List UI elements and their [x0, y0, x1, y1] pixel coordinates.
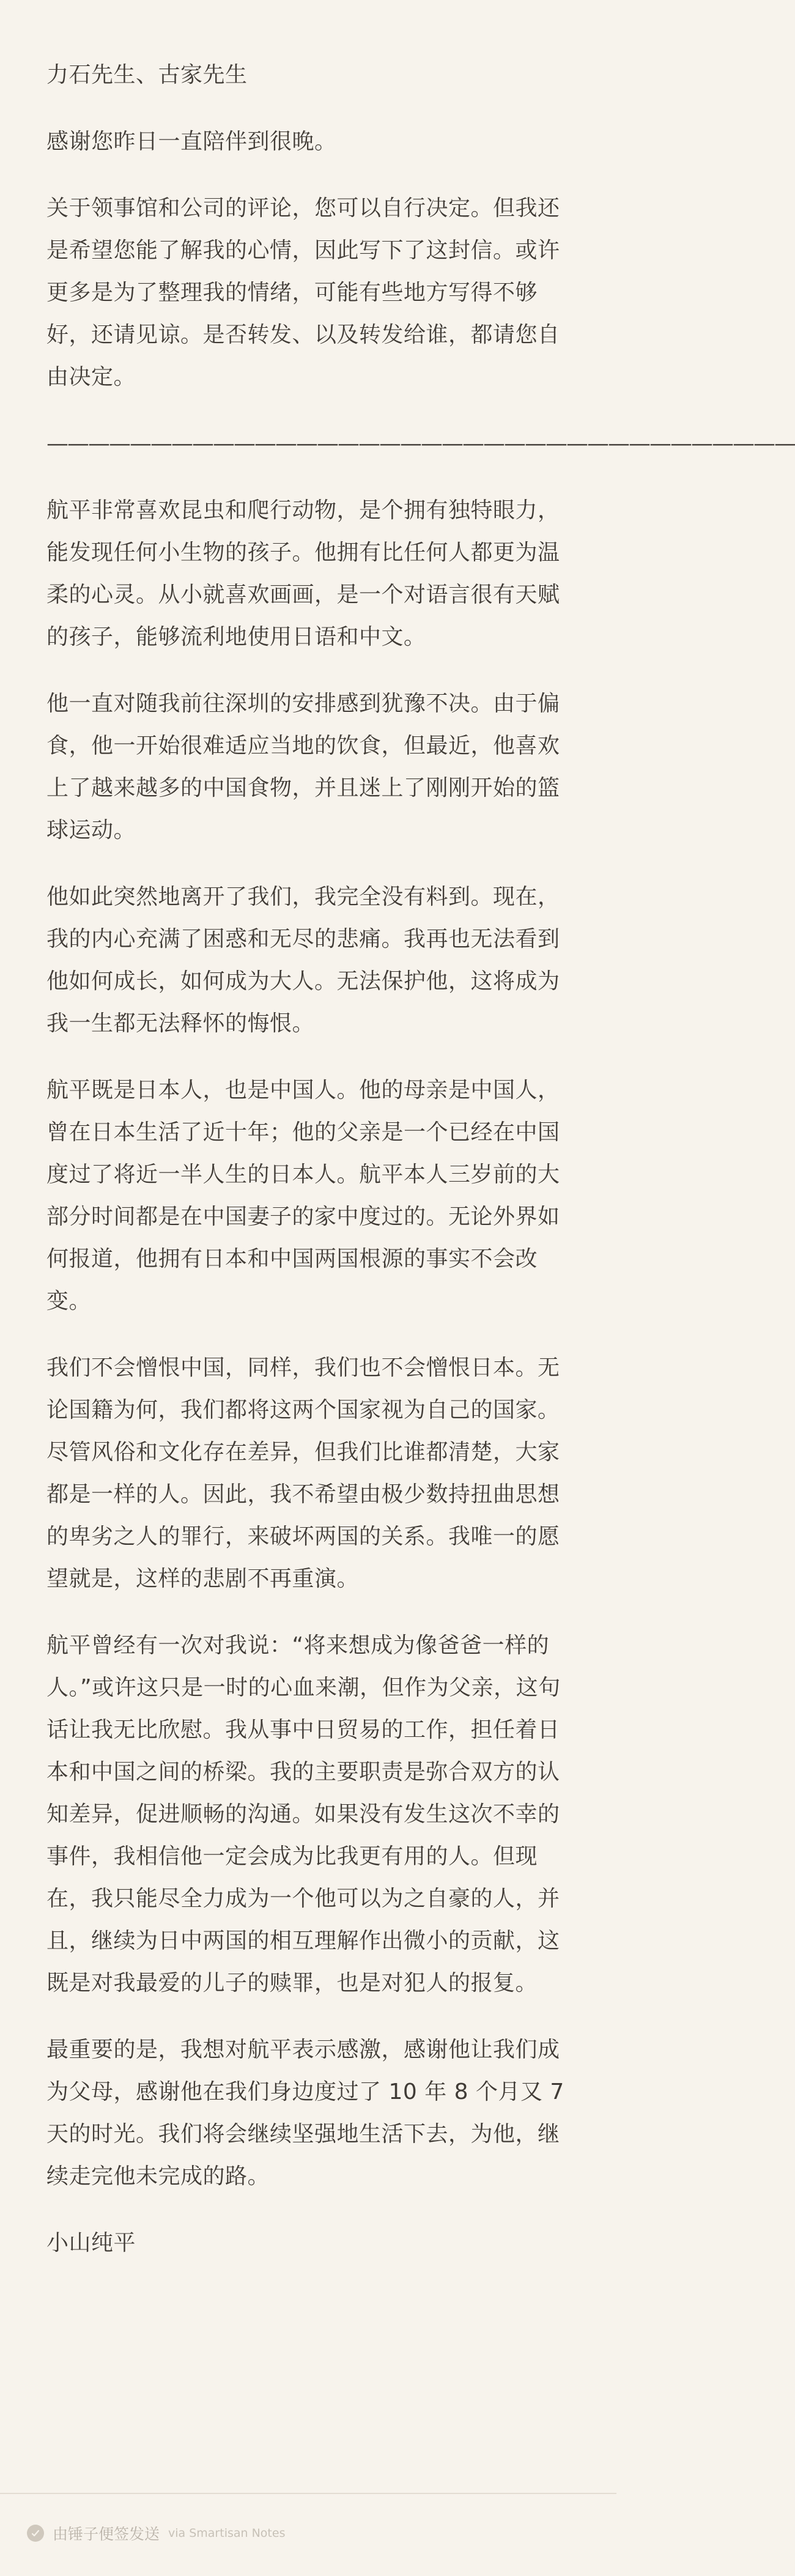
paragraph-father: 航平曾经有一次对我说：“将来想成为像爸爸一样的人。”或许这只是一时的心血来潮，但作为父亲，这句话让我无比欣慰。我从事中日贸易的工作，担任着日本和中国之间的桥梁。我的主要职责是弥合双方的认知差异，促进顺畅的沟通。如果没有发生这次不幸的事件，我相信他一定会成为比我更有用的人。但现在，我只能尽全力成为一个他可以为之自豪的人，并且，继续为日中两国的相互理解作出微小的贡献，这既是对我最爱的儿子的赎罪，也是对犯人的报复。	[46, 1633, 561, 1996]
paragraph-identity: 航平既是日本人，也是中国人。他的母亲是中国人，曾在日本生活了近十年；他的父亲是一个已经在中国度过了将近一半人生的日本人。航平本人三岁前的大部分时间都是在中国妻子的家中度过的。无论外界如何报道，他拥有日本和中国两国根源的事实不会改变。	[46, 1078, 560, 1314]
paragraph-shenzhen: 他一直对随我前往深圳的安排感到犹豫不决。由于偏食，他一开始很难适应当地的饮食，但最近，他喜欢上了越来越多的中国食物，并且迷上了刚刚开始的篮球运动。	[46, 691, 560, 843]
letter-body	[46, 54, 795, 2289]
separator-line: ————————————————————————————————————	[46, 431, 795, 456]
paragraph-gratitude: 最重要的是，我想对航平表示感激，感谢他让我们成为父母，感谢他在我们身边度过了 10 年 8 个月又 7 天的时光。我们将会继续坚强地生活下去，为他，继续走完他未完成的路。	[46, 2037, 564, 2189]
paragraph-grief: 他如此突然地离开了我们，我完全没有料到。现在，我的内心充满了困惑和无尽的悲痛。我再也无法看到他如何成长，如何成为大人。无法保护他，这将成为我一生都无法释怀的悔恨。	[46, 884, 560, 1036]
via-label: via Smartisan Notes	[168, 2526, 286, 2540]
salutation: 力石先生、古家先生	[46, 62, 248, 87]
note-footer	[27, 2521, 285, 2545]
footer-divider	[0, 2493, 616, 2494]
paragraph-no-hatred: 我们不会憎恨中国，同样，我们也不会憎恨日本。无论国籍为何，我们都将这两个国家视为自己的国家。尽管风俗和文化存在差异，但我们比谁都清楚，大家都是一样的人。因此，我不希望由极少数持扭曲思想的卑劣之人的罪行，来破坏两国的关系。我唯一的愿望就是，这样的悲剧不再重演。	[46, 1355, 560, 1591]
sent-from-label: 由锤子便签发送	[53, 2525, 160, 2543]
signature: 小山纯平	[46, 2230, 136, 2256]
paragraph-forwarding: 关于领事馆和公司的评论，您可以自行决定。但我还是希望您能了解我的心情，因此写下了这封信。或许更多是为了整理我的情绪，可能有些地方写得不够好，还请见谅。是否转发、以及转发给谁，都请您自由决定。	[46, 196, 560, 390]
paragraph-thanks: 感谢您昨日一直陪伴到很晚。	[46, 129, 337, 154]
smartisan-logo-icon	[27, 2525, 44, 2542]
paragraph-about-kohei: 航平非常喜欢昆虫和爬行动物，是个拥有独特眼力，能发现任何小生物的孩子。他拥有比任何人都更为温柔的心灵。从小就喜欢画画，是一个对语言很有天赋的孩子，能够流利地使用日语和中文。	[46, 498, 560, 650]
